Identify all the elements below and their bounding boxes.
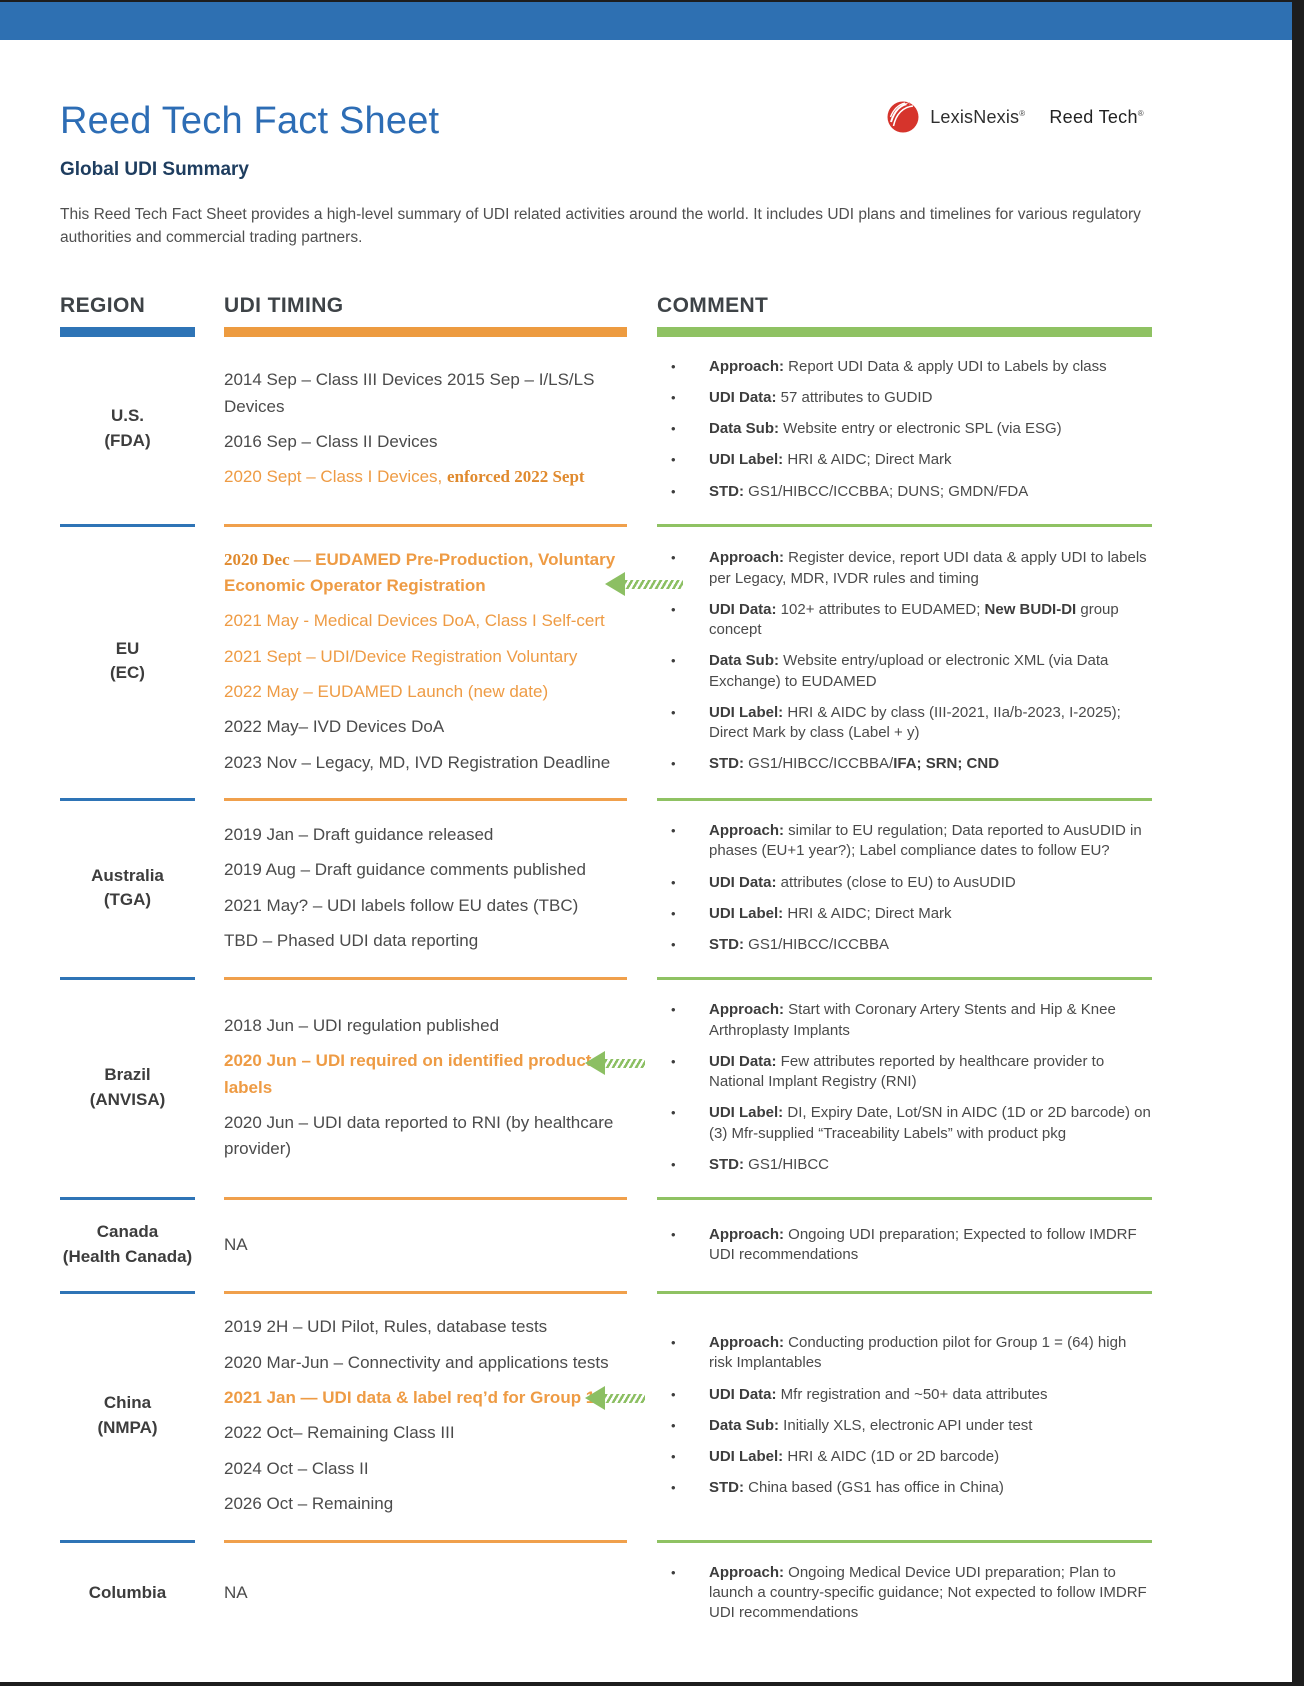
region-label: [60, 637, 195, 686]
region-label-line: (Health Canada): [62, 1246, 193, 1266]
comment-label: Approach:: [709, 1563, 784, 1581]
comment-item: [657, 548, 1152, 589]
comment-item: [657, 754, 1152, 774]
bullet-icon: •: [671, 550, 676, 566]
bullet-icon: •: [671, 756, 676, 772]
timing-entry-text: 2018 Jun – UDI regulation published: [224, 1015, 500, 1035]
comment-label: UDI Data:: [709, 873, 777, 891]
timing-entry-text: 2019 Aug – Draft guidance comments published: [224, 860, 586, 880]
timing-cell: [224, 547, 627, 776]
comment-text: [709, 1416, 1152, 1436]
comment-text: [709, 357, 1152, 377]
timing-entry: [224, 857, 627, 883]
timing-entry-text: NA: [224, 1234, 248, 1254]
comment-value: 57 attributes to GUDID: [776, 388, 933, 406]
divider-segment-comment: [657, 1540, 1152, 1543]
comment-item: [657, 482, 1152, 502]
timing-entry: [224, 429, 627, 455]
comment-cell: [657, 1333, 1152, 1499]
table-row: [60, 1543, 1232, 1646]
bullet-icon: •: [671, 421, 676, 436]
timing-entry: [224, 464, 627, 490]
comment-text: [709, 450, 1152, 470]
region-column-cell: [60, 1391, 195, 1440]
comment-value: China based (GS1 has office in China): [744, 1479, 1004, 1497]
comment-value: Ongoing Medical Device UDI preparation; Plan to launch a country-specific guidance; Not expected to follow IMDRF UDI recommendations: [709, 1563, 1147, 1621]
comment-text: [709, 1052, 1152, 1093]
timing-entry: [224, 714, 627, 740]
registered-mark: ®: [1137, 108, 1144, 118]
bullet-icon: •: [671, 937, 676, 953]
comment-value: Start with Coronary Artery Stents and Hip & Knee Arthroplasty Implants: [709, 1001, 1116, 1039]
fact-sheet-page: [0, 2, 1292, 1682]
comment-label: UDI Label:: [709, 1104, 784, 1122]
timing-entry: [224, 679, 627, 705]
comment-label: UDI Label:: [709, 451, 784, 469]
divider-segment-comment: [657, 977, 1152, 980]
comment-label: Data Sub:: [709, 1416, 780, 1434]
comment-header-bar: [657, 327, 1152, 337]
timing-entry-text: 2020 Mar-Jun – Connectivity and applications tests: [224, 1352, 609, 1372]
divider-segment-comment: [657, 1197, 1152, 1200]
divider-bar-blue: [60, 1540, 195, 1543]
comment-value: GS1/HIBCC/ICCBBA: [744, 936, 890, 954]
bullet-icon: •: [671, 1002, 676, 1018]
region-column-cell: [60, 637, 195, 686]
bullet-icon: •: [671, 905, 676, 921]
divider-segment-region: [60, 798, 195, 801]
region-column-cell: [60, 404, 195, 453]
divider-segment-timing: [224, 1540, 627, 1543]
comment-text: [709, 703, 1152, 744]
timing-entry-text: NA: [224, 1582, 248, 1602]
bullet-icon: •: [671, 653, 676, 669]
timing-entry: [224, 644, 627, 670]
comment-label: UDI Label:: [709, 1448, 784, 1466]
comment-item: [657, 935, 1152, 955]
region-column-cell: [60, 864, 195, 913]
comment-label: UDI Label:: [709, 904, 784, 922]
timing-entry-text: 2022 Oct– Remaining Class III: [224, 1423, 455, 1443]
timing-entry: [224, 1350, 627, 1376]
timing-entry: [224, 608, 627, 634]
comment-text: [709, 935, 1152, 955]
timing-entry: [224, 1110, 627, 1163]
comment-text: [709, 600, 1152, 641]
comment-item: [657, 388, 1152, 408]
divider-segment-timing: [224, 798, 627, 801]
comment-value: HRI & AIDC (1D or 2D barcode): [783, 1448, 1000, 1466]
timing-cell: [224, 1580, 627, 1606]
timing-entry-text: 2022 May– IVD Devices DoA: [224, 717, 445, 737]
divider-bar-green: [657, 1540, 1152, 1543]
column-header-region: REGION: [60, 294, 195, 337]
divider-bar-blue: [60, 1291, 195, 1294]
bullet-icon: •: [671, 483, 676, 499]
comment-value: GS1/HIBCC/ICCBBA; DUNS; GMDN/FDA: [744, 482, 1029, 500]
comment-label: Approach:: [709, 1225, 784, 1243]
comment-label: Data Sub:: [709, 652, 780, 670]
divider-segment-region: [60, 1291, 195, 1294]
divider-bar-orange: [224, 1197, 627, 1200]
comment-item: [657, 1155, 1152, 1175]
comment-item: [657, 821, 1152, 862]
comment-value: attributes (close to EU) to AusUDID: [776, 873, 1016, 891]
region-label-line: (NMPA): [97, 1417, 158, 1437]
comment-value: Ongoing UDI preparation; Expected to follow IMDRF UDI recommendations: [709, 1225, 1137, 1263]
bullet-icon: •: [671, 704, 676, 720]
table-row: [60, 337, 1232, 524]
comment-item: [657, 357, 1152, 377]
comment-label: UDI Data:: [709, 1385, 777, 1403]
table-row: [60, 527, 1232, 798]
timing-header-bar: [224, 327, 627, 337]
comment-value: 102+ attributes to EUDAMED;: [776, 600, 985, 618]
timing-entry-text: 2023 Nov – Legacy, MD, IVD Registration Deadline: [224, 752, 611, 772]
region-label: [60, 1581, 195, 1606]
comment-text: [709, 1563, 1152, 1624]
timing-entry: [224, 1491, 627, 1517]
region-label: [60, 1220, 195, 1269]
table-header-row: [60, 294, 1232, 337]
comment-label: Approach:: [709, 1334, 784, 1352]
comment-label: Approach:: [709, 1001, 784, 1019]
comment-text: [709, 1447, 1152, 1467]
bullet-icon: •: [671, 1564, 676, 1580]
region-label: [60, 864, 195, 913]
divider-bar-blue: [60, 977, 195, 980]
comment-text: [709, 1385, 1152, 1405]
timing-entry-text: TBD – Phased UDI data reporting: [224, 931, 479, 951]
comment-value: GS1/HIBCC/ICCBBA/: [744, 755, 894, 773]
table-body: [60, 337, 1232, 1646]
bullet-icon: •: [671, 452, 676, 468]
region-label: [60, 404, 195, 453]
comment-item: [657, 703, 1152, 744]
timing-entry-text: 2022 May – EUDAMED Launch (new date): [224, 682, 549, 702]
comment-value: DI, Expiry Date, Lot/SN in AIDC (1D or 2D barcode) on (3) Mfr-supplied “Traceability Labels” with product pkg: [709, 1104, 1151, 1142]
timing-entry-text: 2024 Oct – Class II: [224, 1458, 369, 1478]
divider-bar-green: [657, 977, 1152, 980]
divider-bar-green: [657, 524, 1152, 527]
comment-item: [657, 904, 1152, 924]
timing-entry: [224, 367, 627, 420]
comment-label: UDI Data:: [709, 600, 777, 618]
green-arrow-tail: [605, 1394, 645, 1403]
comment-item: [657, 1478, 1152, 1498]
region-label-line: (ANVISA): [89, 1089, 166, 1109]
table-row: [60, 1200, 1232, 1291]
timing-entry: [224, 893, 627, 919]
comment-value: Initially XLS, electronic API under test: [779, 1416, 1033, 1434]
comment-label: STD:: [709, 755, 744, 773]
comment-item: [657, 651, 1152, 692]
comment-text: [709, 754, 1152, 774]
divider-segment-timing: [224, 1291, 627, 1294]
divider-bar-blue: [60, 524, 195, 527]
region-label-line: Canada: [96, 1222, 159, 1242]
comment-cell: [657, 821, 1152, 955]
logo: [886, 100, 1144, 134]
registered-mark: ®: [1019, 108, 1026, 118]
green-arrow-icon: [585, 1051, 645, 1075]
bullet-icon: •: [671, 358, 676, 374]
divider-segment-comment: [657, 798, 1152, 801]
divider-bar-green: [657, 798, 1152, 801]
page-title: Reed Tech Fact Sheet: [60, 100, 440, 142]
comment-value: Website entry/upload or electronic XML (via Data Exchange) to EUDAMED: [709, 652, 1109, 690]
region-label: [60, 1063, 195, 1112]
top-accent-bar: [0, 2, 1292, 40]
comment-item: [657, 1416, 1152, 1436]
timing-entry: [224, 1580, 627, 1606]
region-label-line: (EC): [110, 663, 145, 683]
comment-text: [709, 1333, 1152, 1374]
comment-cell: [657, 548, 1152, 774]
comment-text: [709, 1000, 1152, 1041]
comment-value: HRI & AIDC by class (III-2021, IIa/b-2023, I-2025); Direct Mark by class (Label + y): [709, 703, 1121, 742]
divider-bar-orange: [224, 798, 627, 801]
comment-text: [709, 904, 1152, 924]
green-arrow-tail: [605, 1059, 645, 1068]
intro-paragraph: This Reed Tech Fact Sheet provides a high-level summary of UDI related activities around the world. It includes UDI plans and timelines for various regulatory authorities and commercial trading partners.: [60, 206, 1141, 247]
region-label-line: Australia: [91, 865, 164, 885]
comment-text: [709, 1478, 1152, 1498]
comment-value: Few attributes reported by healthcare provider to National Implant Registry (RNI): [709, 1052, 1105, 1091]
divider-bar-blue: [60, 798, 195, 801]
comment-item: [657, 1225, 1152, 1266]
region-label-line: Brazil: [104, 1065, 151, 1085]
comment-item: [657, 450, 1152, 470]
comment-label: UDI Data:: [709, 1052, 777, 1070]
bullet-icon: •: [671, 1386, 676, 1402]
comment-label: Approach:: [709, 822, 784, 840]
comment-value: group concept: [709, 600, 1119, 639]
lexisnexis-globe-icon: [886, 100, 920, 134]
comment-value: HRI & AIDC; Direct Mark: [783, 904, 952, 922]
table-row: [60, 1294, 1232, 1539]
comment-label: STD:: [709, 1479, 744, 1497]
timing-entry: [224, 1048, 627, 1101]
timing-entry: [224, 1314, 627, 1340]
timing-cell: [224, 367, 627, 490]
timing-entry: [224, 1385, 627, 1411]
comment-cell: [657, 1225, 1152, 1266]
timing-entry-text: 2020 Dec —: [224, 549, 316, 569]
region-label-line: China: [103, 1393, 152, 1413]
comment-value: Report UDI Data & apply UDI to Labels by class: [784, 357, 1107, 375]
timing-entry-text: 2014 Sep – Class III Devices 2015 Sep – I/LS/LS Devices: [224, 370, 595, 416]
comment-item: [657, 600, 1152, 641]
timing-entry-text: EUDAMED Pre-Production, Voluntary Economic Operator Registration: [224, 549, 616, 596]
comment-text: [709, 1225, 1152, 1266]
comment-cell: [657, 1563, 1152, 1624]
divider-bar-orange: [224, 1291, 627, 1294]
comment-text: [709, 419, 1152, 439]
region-label-line: U.S.: [110, 406, 145, 426]
timing-entry: [224, 1420, 627, 1446]
comment-value: Conducting production pilot for Group 1 = (64) high risk Implantables: [709, 1334, 1127, 1372]
divider-bar-orange: [224, 1540, 627, 1543]
comment-text: [709, 651, 1152, 692]
timing-cell: [224, 1013, 627, 1163]
comment-item: [657, 1103, 1152, 1144]
bullet-icon: •: [671, 1335, 676, 1351]
comment-text: [709, 1155, 1152, 1175]
divider-segment-timing: [224, 1197, 627, 1200]
comment-value: Mfr registration and ~50+ data attributes: [776, 1385, 1048, 1403]
comment-item: [657, 1000, 1152, 1041]
comment-value: GS1/HIBCC: [744, 1155, 830, 1173]
column-header-timing: UDI TIMING: [224, 294, 627, 337]
green-arrow-head: [605, 572, 625, 596]
column-header-comment: COMMENT: [657, 294, 1152, 337]
comment-label: Data Sub:: [709, 420, 780, 437]
comment-item: [657, 1333, 1152, 1374]
bullet-icon: •: [671, 1105, 676, 1121]
timing-entry-text: 2016 Sep – Class II Devices: [224, 432, 438, 452]
timing-entry-text: 2021 May? – UDI labels follow EU dates (TBC): [224, 895, 579, 915]
comment-item: [657, 1385, 1152, 1405]
comment-value: Website entry or electronic SPL (via ESG): [779, 420, 1062, 437]
comment-text: [709, 482, 1152, 502]
udi-summary-table: [60, 294, 1232, 1646]
comment-value: similar to EU regulation; Data reported to AusUDID in phases (EU+1 year?); Label compliance dates to follow EU?: [709, 822, 1142, 860]
timing-entry-text: 2019 2H – UDI Pilot, Rules, database tests: [224, 1317, 548, 1337]
comment-value: HRI & AIDC; Direct Mark: [783, 451, 952, 469]
divider-segment-region: [60, 524, 195, 527]
comment-value: Register device, report UDI data & apply UDI to labels per Legacy, MDR, IVDR rules and timing: [709, 549, 1147, 587]
comment-label: UDI Data:: [709, 388, 777, 406]
timing-entry: [224, 822, 627, 848]
bullet-icon: •: [671, 874, 676, 890]
timing-entry: [224, 750, 627, 776]
timing-cell: [224, 1314, 627, 1517]
timing-entry-text: 2020 Jun – UDI data reported to RNI (by healthcare provider): [224, 1112, 614, 1159]
timing-entry: [224, 1232, 627, 1258]
timing-entry-text: 2020 Jun – UDI required on identified product labels: [224, 1051, 592, 1097]
table-row: [60, 801, 1232, 977]
comment-label: UDI Label:: [709, 703, 784, 721]
comment-text: [709, 1103, 1152, 1144]
region-label-line: (TGA): [103, 890, 152, 910]
comment-label: STD:: [709, 1155, 744, 1173]
comment-item: [657, 419, 1152, 439]
timing-entry-text: 2026 Oct – Remaining: [224, 1494, 394, 1514]
comment-text: [709, 821, 1152, 862]
bullet-icon: •: [671, 1480, 676, 1496]
divider-segment-comment: [657, 524, 1152, 527]
region-header-bar: [60, 327, 195, 337]
timing-entry: [224, 547, 627, 600]
divider-bar-green: [657, 1291, 1152, 1294]
page-subtitle: Global UDI Summary: [60, 159, 249, 180]
comment-label: IFA; SRN; CND: [893, 755, 1000, 773]
bullet-icon: •: [671, 1053, 676, 1069]
divider-segment-region: [60, 977, 195, 980]
bullet-icon: •: [671, 1226, 676, 1242]
timing-entry: [224, 928, 627, 954]
timing-entry-text: enforced 2022 Sept: [447, 467, 585, 487]
region-label-line: Columbia: [88, 1582, 167, 1602]
timing-entry-text: 2021 Jan — UDI data & label req’d for Group 1: [224, 1388, 596, 1408]
bullet-icon: •: [671, 1417, 676, 1433]
comment-label: STD:: [709, 482, 744, 500]
timing-entry: [224, 1456, 627, 1482]
divider-bar-green: [657, 1197, 1152, 1200]
timing-entry-text: 2021 May - Medical Devices DoA, Class I Self-cert: [224, 611, 605, 631]
divider-bar-orange: [224, 977, 627, 980]
brand-reed-tech: Reed Tech®: [1049, 106, 1144, 127]
comment-item: [657, 873, 1152, 893]
comment-label: STD:: [709, 936, 744, 954]
timing-cell: [224, 822, 627, 954]
divider-bar-orange: [224, 524, 627, 527]
divider-segment-comment: [657, 1291, 1152, 1294]
comment-item: [657, 1447, 1152, 1467]
region-label-line: EU: [115, 638, 140, 658]
timing-entry: [224, 1013, 627, 1039]
table-row: [60, 980, 1232, 1197]
region-label-line: (FDA): [104, 431, 151, 451]
bullet-icon: •: [671, 823, 676, 839]
comment-cell: [657, 357, 1152, 502]
bullet-icon: •: [671, 1449, 676, 1465]
timing-entry-text: 2019 Jan – Draft guidance released: [224, 825, 494, 845]
divider-bar-blue: [60, 1197, 195, 1200]
comment-item: [657, 1563, 1152, 1624]
timing-entry-text: 2020 Sept – Class I Devices,: [224, 467, 448, 487]
bullet-icon: •: [671, 1156, 676, 1172]
comment-text: [709, 548, 1152, 589]
comment-label: New BUDI-DI: [984, 600, 1077, 618]
region-column-cell: [60, 1063, 195, 1112]
comment-label: Approach:: [709, 549, 784, 567]
divider-segment-timing: [224, 977, 627, 980]
bullet-icon: •: [671, 389, 676, 405]
comment-cell: [657, 1000, 1152, 1175]
comment-text: [709, 388, 1152, 408]
divider-segment-timing: [224, 524, 627, 527]
divider-segment-region: [60, 1197, 195, 1200]
region-label: [60, 1391, 195, 1440]
comment-item: [657, 1052, 1152, 1093]
region-column-cell: [60, 1581, 195, 1606]
timing-entry-text: 2021 Sept – UDI/Device Registration Voluntary: [224, 646, 578, 666]
comment-text: [709, 873, 1152, 893]
region-column-cell: [60, 1220, 195, 1269]
bullet-icon: •: [671, 601, 676, 617]
divider-segment-region: [60, 1540, 195, 1543]
brand-lexisnexis: LexisNexis®: [930, 106, 1026, 127]
comment-label: Approach:: [709, 357, 784, 375]
timing-cell: [224, 1232, 627, 1258]
